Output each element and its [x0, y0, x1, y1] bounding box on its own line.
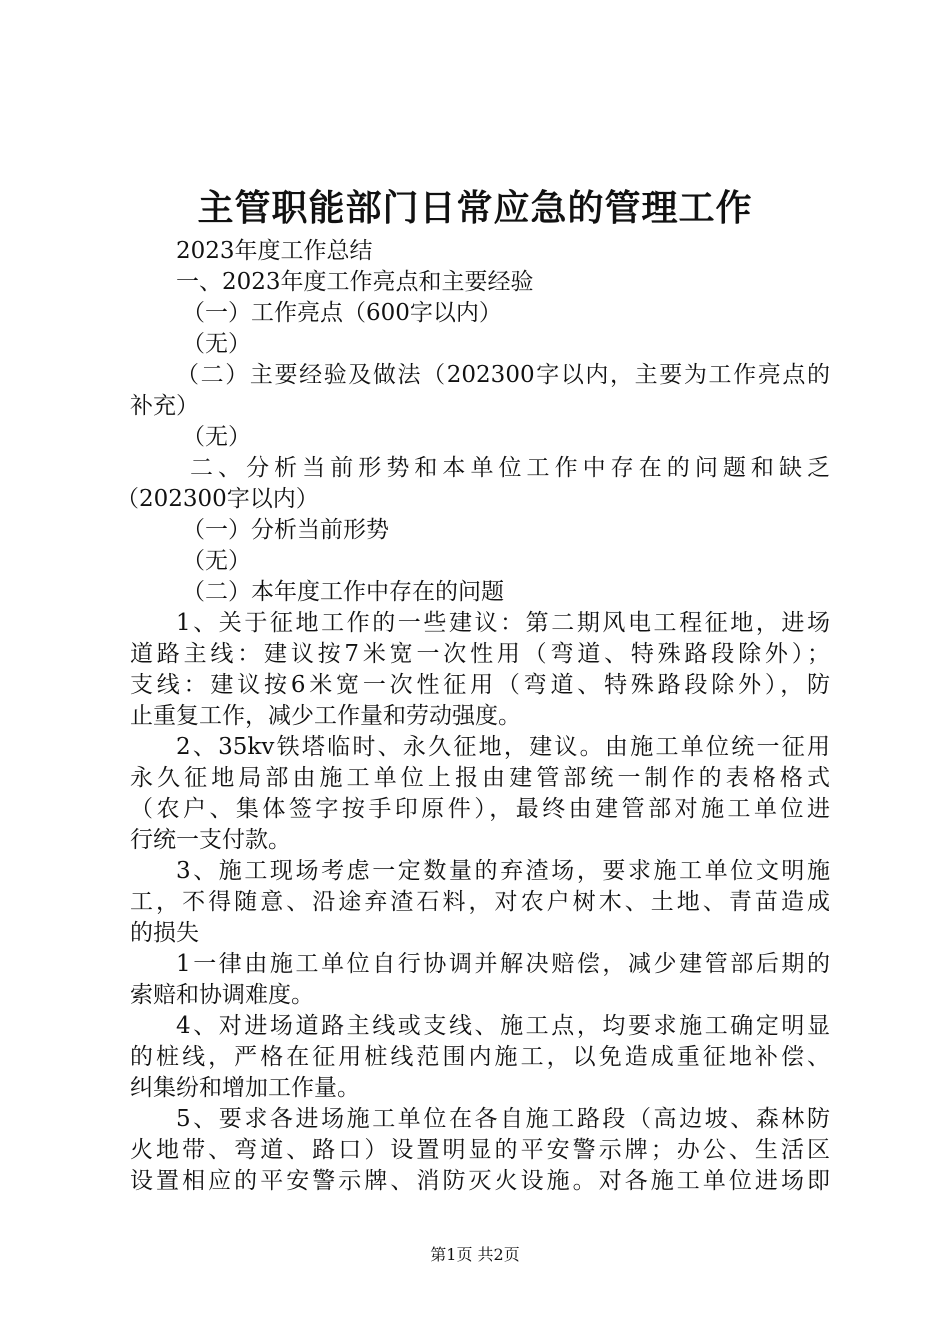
text-line: 火地带、弯道、路口）设置明显的平安警示牌；办公、生活区	[130, 1137, 830, 1163]
text-line: 一、2023年度工作亮点和主要经验	[176, 269, 534, 295]
document-body	[116, 236, 830, 1197]
document-title: 主管职能部门日常应急的管理工作	[197, 188, 753, 229]
text-line: 1一律由施工单位自行协调并解决赔偿，减少建管部后期的	[176, 951, 830, 977]
text-line: 行统一支付款。	[130, 827, 291, 853]
text-line: （无）	[182, 548, 251, 574]
text-line: 止重复工作，减少工作量和劳动强度。	[130, 703, 521, 729]
page-footer: 第1页 共2页	[430, 1245, 520, 1264]
text-line: （农户、集体签字按手印原件），最终由建管部对施工单位进	[130, 796, 830, 822]
text-line: 纠集纷和增加工作量。	[130, 1075, 360, 1101]
text-line: 3、施工现场考虑一定数量的弃渣场，要求施工单位文明施	[176, 858, 830, 884]
text-line: （一）工作亮点（600字以内）	[182, 300, 502, 326]
text-line: 设置相应的平安警示牌、消防灭火设施。对各施工单位进场即	[130, 1168, 830, 1194]
text-line: 永久征地局部由施工单位上报由建管部统一制作的表格格式	[130, 765, 830, 791]
text-line: （202300字以内）	[116, 486, 319, 512]
text-line: 的损失	[130, 920, 199, 946]
text-line: 道路主线：建议按7米宽一次性用（弯道、特殊路段除外）；	[130, 641, 830, 667]
text-line: 工，不得随意、沿途弃渣石料，对农户树木、土地、青苗造成	[130, 889, 830, 915]
text-line: 1、关于征地工作的一些建议：第二期风电工程征地，进场	[176, 610, 830, 636]
text-line: 4、对进场道路主线或支线、施工点，均要求施工确定明显	[176, 1013, 830, 1039]
text-line: （二）主要经验及做法（202300字以内，主要为工作亮点的	[176, 362, 830, 388]
text-line: （二）本年度工作中存在的问题	[182, 579, 504, 605]
text-line: （无）	[182, 424, 251, 450]
text-line: 2、35kv铁塔临时、永久征地，建议。由施工单位统一征用	[176, 734, 830, 760]
text-line: 支线：建议按6米宽一次性征用（弯道、特殊路段除外），防	[130, 672, 830, 698]
text-line: 的桩线，严格在征用桩线范围内施工，以免造成重征地补偿、	[130, 1044, 830, 1070]
text-line: （一）分析当前形势	[182, 517, 389, 543]
text-line: 索赔和协调难度。	[130, 982, 314, 1008]
text-line: 二、分析当前形势和本单位工作中存在的问题和缺乏	[190, 455, 830, 481]
text-line: 2023年度工作总结	[176, 238, 373, 264]
text-line: （无）	[182, 331, 251, 357]
text-line: 5、要求各进场施工单位在各自施工路段（高边坡、森林防	[176, 1106, 830, 1132]
text-line: 补充）	[130, 393, 199, 419]
